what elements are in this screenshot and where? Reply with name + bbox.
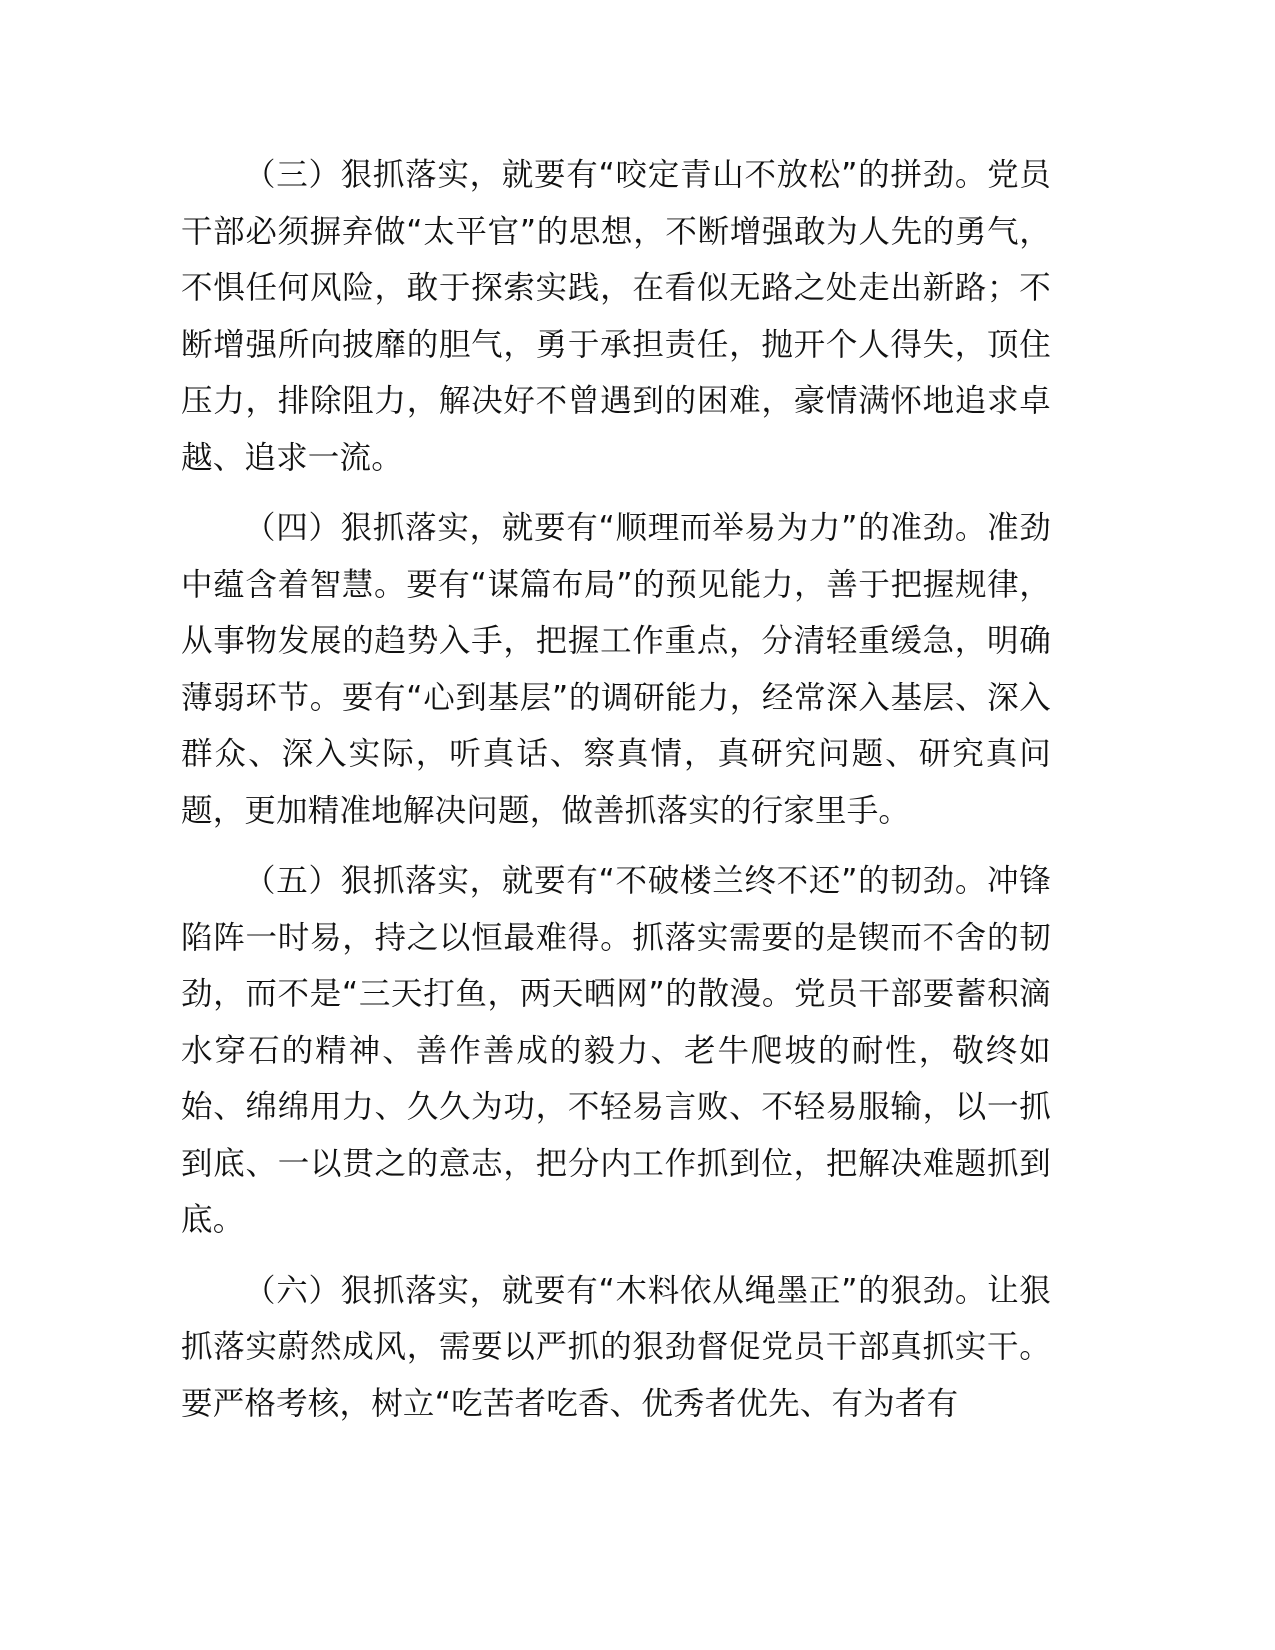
paragraph-section-5: （五）狠抓落实，就要有“不破楼兰终不还”的韧劲。冲锋陷阵一时易，持之以恒最难得。抓落实需要的是锲而不舍的韧劲，而不是“三天打鱼，两天晒网”的散漫。党员干部要蓄积滴水穿石的精神、善作善成的毅力、老牛爬坡的耐性，敬终如始、绵绵用力、久久为功，不轻易言败、不轻易服输，以一抓到底、一以贯之的意志，把分内工作抓到位，把解决难题抓到底。 bbox=[181, 863, 1051, 1238]
paragraph-section-3: （三）狠抓落实，就要有“咬定青山不放松”的拼劲。党员干部必须摒弃做“太平官”的思想，不断增强敢为人先的勇气，不惧任何风险，敢于探索实践，在看似无路之处走出新路；不断增强所向披靡的胆气，勇于承担责任，抛开个人得失，顶住压力，排除阻力，解决好不曾遇到的困难，豪情满怀地追求卓越、追求一流。 bbox=[181, 157, 1051, 476]
document-body bbox=[181, 147, 1051, 1446]
paragraph-section-4: （四）狠抓落实，就要有“顺理而举易为力”的准劲。准劲中蕴含着智慧。要有“谋篇布局”的预见能力，善于把握规律，从事物发展的趋势入手，把握工作重点，分清轻重缓急，明确薄弱环节。要有“心到基层”的调研能力，经常深入基层、深入群众、深入实际，听真话、察真情，真研究问题、研究真问题，更加精准地解决问题，做善抓落实的行家里手。 bbox=[181, 510, 1051, 829]
paragraph-section-6: （六）狠抓落实，就要有“木料依从绳墨正”的狠劲。让狠抓落实蔚然成风，需要以严抓的狠劲督促党员干部真抓实干。要严格考核，树立“吃苦者吃香、优秀者优先、有为者有 bbox=[181, 1272, 1051, 1422]
